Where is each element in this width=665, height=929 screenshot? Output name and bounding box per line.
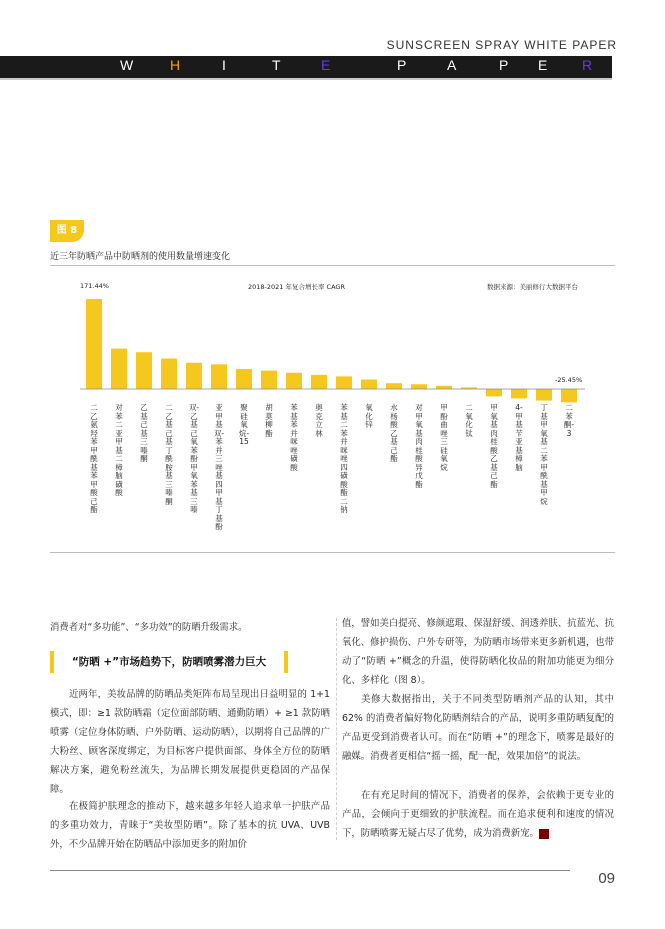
bar-category-label: 聚硅氧烷-15 [238,403,250,446]
bar-category-label: 甲氧基肉桂酸乙基己酯 [490,403,498,489]
band-letter: A [447,57,457,73]
footer-line [50,870,570,871]
bar [86,299,102,389]
left-paragraph-1: 近两年，美妆品牌的防晒品类矩阵布局呈现出日益明显的 1+1 模式，即：≥1 款防晒霜（定位面部防晒、通勤防晒）+ ≥1 款防晒喷雾（定位身体防晒、户外防晒、运动防晒），以期将自己品牌的广大粉丝、顾客深度绑定，为目标客户提供面部、身体全方位的防晒解决方案，避免粉丝流失，为品牌长期发展提供更稳固的产品保障。 [50,689,330,795]
bar-category-label: 奥克立林 [315,403,323,438]
band-letter: R [582,57,593,73]
bar [561,389,577,402]
band-letter: E [538,57,548,73]
bar-category-label: 亚甲基双-苯并三唑基四甲基丁基酚 [213,403,225,531]
chart-title: 2018-2021 年复合增长率 CAGR [248,283,345,291]
bar-category-label: 胡莫柳酯 [265,403,273,438]
bar [186,363,202,389]
left-paragraph-2: 在极简护肤理念的推动下，越来越多年轻人追求单一护肤产品的多重功效力，青睐于“美妆型防晒”。除了基本的抗 UVA、UVB 外，不少品牌开始在防晒品中添加更多的附加价 [50,801,330,850]
bar-category-label: 苯基二苯并咪唑四磺酸酯二钠 [340,403,348,514]
figure-bottom-separator [50,552,615,553]
right-paragraph-3 [342,786,614,843]
figure-caption: 近三年防晒产品中防晒剂的使用数量增速变化 [50,252,231,262]
bar [336,376,352,389]
bar-category-label: 甲酚曲唑三硅氧烷 [440,403,448,472]
left-paragraph-0: 消费者对“多功能”、“多功效”的防晒升级需求。 [50,622,248,633]
bar-category-label: 乙基己基三嗪酮 [140,403,148,463]
column-divider [336,618,338,840]
bar [311,375,327,389]
band-letter: H [170,57,181,73]
bar [236,369,252,389]
bar [161,359,177,389]
right-paragraph-1: 值，譬如美白提亮、修颜遮瑕、保湿舒缓、润透养肤、抗蓝光、抗氧化、修护损伤、户外专研等，为防晒市场带来更多新机遇，也带动了“防晒 +”概念的升温，使得防晒化妆品的附加功能更为细分化、多样化（图 8）。 [342,618,614,686]
bar [411,384,427,389]
data-source: 数据来源：美丽修行大数据平台 [487,283,578,291]
section-heading: “防晒 +”市场趋势下，防晒喷雾潜力巨大 [50,651,288,673]
bar-category-label: 对苯二亚甲基二樟脑磺酸 [115,403,123,497]
right-paragraph-3-text: 在有充足时间的情况下，消费者的保养，会依赖于更专业的产品，会倾向于更细致的护肤流程。而在追求便利和速度的情况下，防晒喷雾无疑占尽了优势，成为消费新宠。 [342,790,614,839]
bar [136,352,152,389]
bar [386,383,402,389]
bar-category-label: 氧化锌 [365,403,373,429]
band-letter: I [222,57,226,73]
page-number: 09 [598,870,615,887]
header-title: SUNSCREEN SPRAY WHITE PAPER [386,38,617,52]
bar [486,389,502,396]
bar [361,380,377,389]
figure-badge: 图 8 [50,220,84,242]
bar [511,389,527,398]
bar [536,389,552,401]
right-paragraph-2: 美修大数据指出，关于不同类型防晒剂产品的认知，其中 62% 的消费者偏好物化防晒剂结合的产品，说明多重防晒复配的产品更受到消费者认可。而在“防晒 +”的理念下，喷雾是最好的融媒。消费者更相信“摇一摇，配一配，效果加倍”的说法。 [342,694,614,762]
bar-category-label: 对甲氧基肉桂酸异戊酯 [415,403,423,489]
bar-category-label: 二乙氨羟苯甲酰基苯甲酸己酯 [90,403,98,514]
bar-category-label: 水杨酸乙基己酯 [390,403,398,463]
bar-category-label: 4-甲基苄亚基樟脑 [515,403,523,472]
band-letter: T [272,57,281,73]
bar-category-label: 二乙基己基丁酰胺基三嗪酮 [165,403,173,506]
bar-category-label: 二氧化钛 [465,403,473,438]
band-letter: W [120,57,134,73]
bar [111,349,127,389]
bar-category-label: 苯基苯并咪唑磺酸 [290,403,298,472]
end-mark-icon: IF [539,829,549,839]
min-value-label: -25.45% [555,376,583,384]
band-letter: E [321,57,331,73]
bar [261,371,277,389]
bar [211,364,227,389]
bar-category-label: 二苯酮-3 [563,403,575,438]
bar [286,373,302,389]
bar [436,386,452,389]
bar-category-label: 双-乙基己氧苯酚甲氧苯基三嗪 [188,403,200,514]
band-letter: P [499,57,509,73]
bar-category-label: 丁基甲氧基二苯甲酰基甲烷 [540,403,548,506]
max-value-label: 171.44% [80,282,109,290]
band-letter: P [397,57,407,73]
